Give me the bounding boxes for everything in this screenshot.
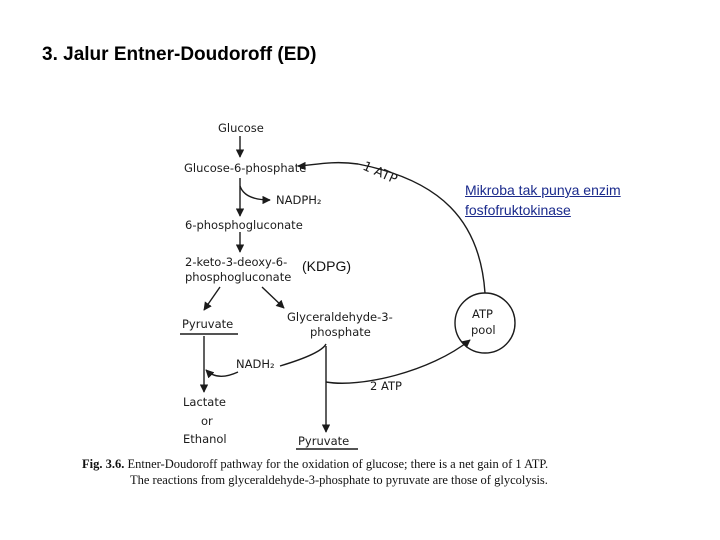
label-glucose: Glucose [218,121,264,135]
label-or: or [201,414,213,428]
caption-fig-label: Fig. 3.6. [82,457,125,471]
kdpg-abbreviation: (KDPG) [302,258,351,274]
arrow-2atp-to-pool [326,340,470,383]
label-g3p-line2: phosphate [310,325,371,339]
arrow-nadh2-to-left [206,370,238,376]
arrow-nadh2-loop [280,344,326,366]
caption-line1: Entner-Doudoroff pathway for the oxidation of glucose; there is a net gain of 1 ATP. [127,457,549,471]
label-atp-pool-line2: pool [471,323,496,337]
label-nadph2: NADPH₂ [276,193,322,207]
label-pyruvate-bottom: Pyruvate [298,434,350,448]
label-1-atp: 1 ATP [360,159,400,188]
arrow-nadph2-branch [240,186,270,200]
arrow-kdpg-to-pyruvate [204,287,220,310]
label-nadh2: NADH₂ [236,357,275,371]
label-glucose-6-phosphate: Glucose-6-phosphate [184,161,307,175]
label-kdpg-line2: phosphogluconate [185,270,292,284]
label-pyruvate-left: Pyruvate [182,317,234,331]
figure-caption [82,456,622,488]
side-note-line2: fosfofruktokinase [465,202,571,218]
label-atp-pool-line1: ATP [472,307,493,321]
label-ethanol: Ethanol [183,432,227,446]
caption-line2: The reactions from glyceraldehyde-3-phosphate to pyruvate are those of glycolysis. [130,473,548,487]
slide-title: 3. Jalur Entner-Doudoroff (ED) [42,44,317,65]
side-note-line1: Mikroba tak punya enzim [465,182,621,198]
arrow-kdpg-to-g3p [262,287,284,308]
label-6-phosphogluconate: 6-phosphogluconate [185,218,303,232]
side-note [465,180,621,220]
label-kdpg-line1: 2-keto-3-deoxy-6- [185,255,288,269]
label-lactate: Lactate [183,395,226,409]
label-2-atp: 2 ATP [370,379,402,393]
label-g3p-line1: Glyceraldehyde-3- [287,310,393,324]
